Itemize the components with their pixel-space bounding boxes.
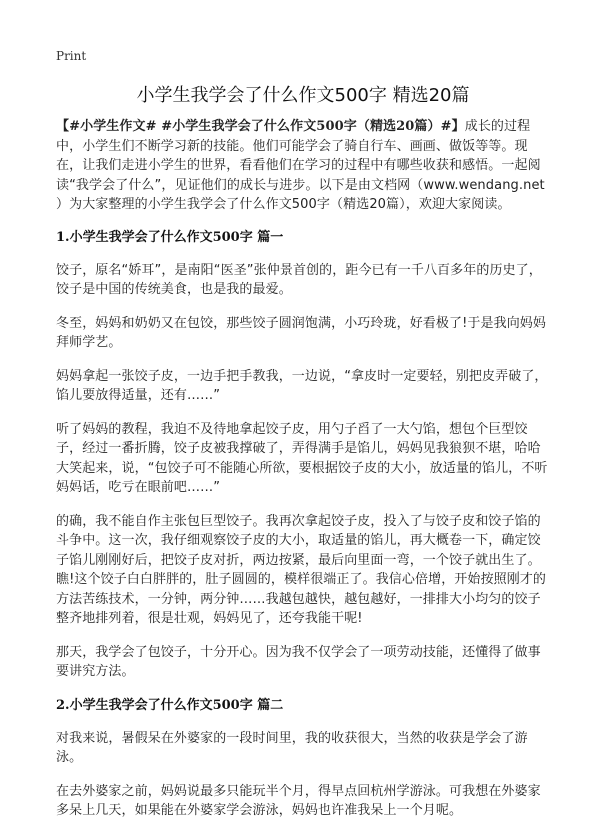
intro-bold-lead: 【#小学生作文# #小学生我学会了什么作文500字（精选20篇）#】 [56,119,465,134]
section-1-paragraph-6: 那天，我学会了包饺子，十分开心。因为我不仅学会了一项劳动技能，还懂得了做事要讲究方法。 [56,644,541,679]
section-1-paragraph-3: 妈妈拿起一张饺子皮，一边手把手教我，一边说，“拿皮时一定要轻，别把皮弄破了，馅儿要放得适量，还有……” [56,368,548,403]
section-1-paragraph-4: 听了妈妈的教程，我迫不及待地拿起饺子皮，用勺子舀了一大勺馅，想包个巨型饺子，经过一番折腾，饺子皮被我撑破了，弄得满手是馅儿，妈妈见我狼狈不堪，哈哈大笑起来，说，“包饺子可不能随心所欲，要根据饺子皮的大小，放适量的馅儿，不听妈妈话，吃亏在眼前吧……” [56,421,548,495]
section-1-paragraph-5: 的确，我不能自作主张包巨型饺子。我再次拿起饺子皮，投入了与饺子皮和饺子馅的斗争中。这一次，我仔细观察饺子皮的大小，取适量的馅儿，再大概卷一下，确定饺子馅儿刚刚好后，把饺子皮对折，两边按紧，最后向里面一弯，一个饺子就出生了。瞧!这个饺子白白胖胖的，肚子圆圆的，模样很端正了。我信心倍增，开始按照刚才的方法苦练技术，一分钟，两分钟……我越包越快，越包越好，一排排大小均匀的饺子整齐地排列着，很是壮观，妈妈见了，还夸我能干呢! [56,513,547,626]
intro-text: 成长的过程中，小学生们不断学习新的技能。他们可能学会了骑自行车、画画、做饭等等。现在，让我们走进小学生的世界，看看他们在学习的过程中有哪些收获和感悟。一起阅读“我学会了什么”，见证他们的成长与进步。以下是由文档网（www.wendang.net ）为大家整理的小学生我学会了什么作文500字（精选20篇），欢迎大家阅读。 [56,119,545,212]
section-2-paragraph-1: 对我来说，暑假呆在外婆家的一段时间里，我的收获很大，当然的收获是学会了游泳。 [56,730,528,765]
page-title: 小学生我学会了什么作文500字 精选20篇 [136,85,470,106]
section-heading-1: 1.小学生我学会了什么作文500字 篇一 [56,229,284,245]
intro-paragraph [56,117,552,215]
section-1-paragraph-1: 饺子，原名“娇耳”，是南阳“医圣”张仲景首创的，距今已有一千八百多年的历史了，饺子是中国的传统美食，也是我的最爱。 [56,262,542,297]
article-body [56,117,552,835]
section-1-paragraph-2: 冬至，妈妈和奶奶又在包饺，那些饺子圆润饱满，小巧玲珑，好看极了!于是我向妈妈拜师学艺。 [56,315,547,350]
print-link[interactable]: Print [56,49,87,63]
section-2-paragraph-2: 在去外婆家之前，妈妈说最多只能玩半个月，得早点回杭州学游泳。可我想在外婆家多呆上几天，如果能在外婆家学会游泳，妈妈也许准我呆上一个月呢。 [56,783,541,818]
section-heading-2: 2.小学生我学会了什么作文500字 篇二 [56,697,284,713]
